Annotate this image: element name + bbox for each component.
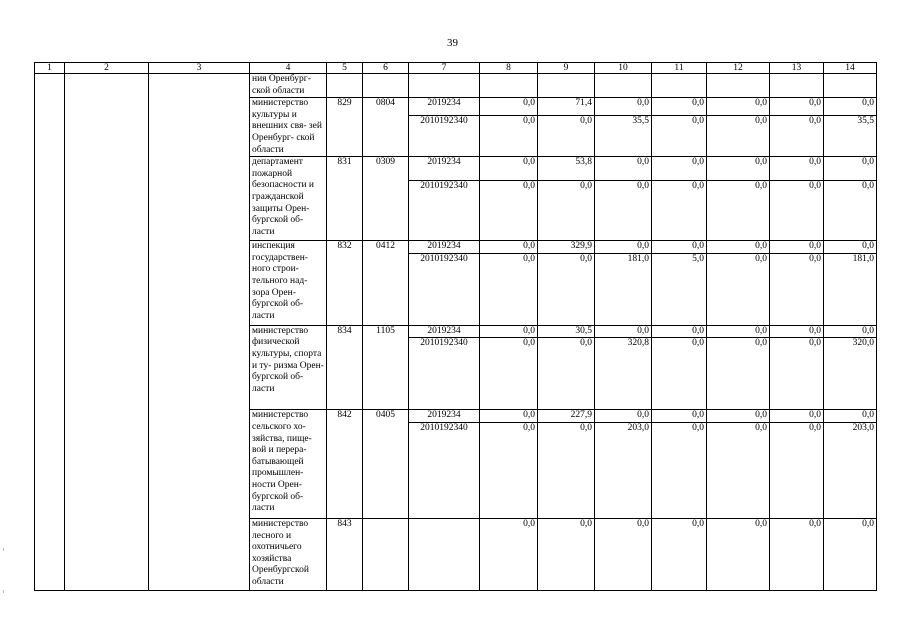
value-cell: 0,0 <box>652 157 707 181</box>
value-cell: 0,0 <box>538 338 595 410</box>
empty-cell <box>824 74 877 98</box>
value-cell: 0,0 <box>595 98 652 116</box>
value-cell: 0,0 <box>707 116 770 157</box>
value-cell: 0,0 <box>652 325 707 338</box>
value-cell: 0,0 <box>652 241 707 254</box>
value-cell: 0,0 <box>480 325 538 338</box>
col1-cell <box>35 74 65 591</box>
value-cell: 0,0 <box>707 325 770 338</box>
empty-cell <box>480 74 538 98</box>
value-cell: 0,0 <box>652 181 707 241</box>
target-code: 2019234 <box>409 98 480 116</box>
value-cell: 0,0 <box>595 181 652 241</box>
target-code: 2010192340 <box>409 338 480 410</box>
value-cell: 0,0 <box>480 181 538 241</box>
value-cell: 0,0 <box>824 241 877 254</box>
department-code: 834 <box>327 325 363 410</box>
value-cell: 0,0 <box>538 422 595 518</box>
value-cell: 0,0 <box>538 116 595 157</box>
scan-edge-mark <box>3 548 4 551</box>
column-number-header: 10 <box>595 63 652 74</box>
empty-cell <box>363 74 409 98</box>
value-cell: 0,0 <box>824 518 877 590</box>
value-cell: 181,0 <box>595 253 652 325</box>
value-cell: 30,5 <box>538 325 595 338</box>
value-cell: 0,0 <box>770 157 824 181</box>
section-code <box>363 518 409 590</box>
value-cell: 0,0 <box>707 181 770 241</box>
value-cell: 0,0 <box>707 253 770 325</box>
column-number-header: 5 <box>327 63 363 74</box>
section-code: 0309 <box>363 157 409 241</box>
target-code: 2019234 <box>409 325 480 338</box>
empty-cell <box>770 74 824 98</box>
value-cell: 53,8 <box>538 157 595 181</box>
section-code: 0412 <box>363 241 409 326</box>
value-cell: 0,0 <box>770 325 824 338</box>
value-cell: 0,0 <box>595 325 652 338</box>
value-cell: 320,0 <box>824 338 877 410</box>
target-code <box>409 518 480 590</box>
empty-cell <box>327 74 363 98</box>
target-code: 2019234 <box>409 157 480 181</box>
value-cell: 0,0 <box>652 422 707 518</box>
column-number-header: 4 <box>250 63 327 74</box>
value-cell: 0,0 <box>652 338 707 410</box>
value-cell: 0,0 <box>595 241 652 254</box>
section-code: 0405 <box>363 410 409 519</box>
value-cell: 0,0 <box>595 518 652 590</box>
value-cell: 0,0 <box>480 410 538 423</box>
organization-name: министерство физической культуры, спорта и ту- ризма Орен- бургской об- ласти <box>250 325 327 410</box>
value-cell: 320,8 <box>595 338 652 410</box>
header-row <box>35 63 877 74</box>
value-cell: 181,0 <box>824 253 877 325</box>
target-code: 2010192340 <box>409 422 480 518</box>
value-cell: 0,0 <box>595 410 652 423</box>
value-cell: 0,0 <box>595 157 652 181</box>
section-code: 0804 <box>363 98 409 157</box>
value-cell: 329,9 <box>538 241 595 254</box>
section-code: 1105 <box>363 325 409 410</box>
value-cell: 0,0 <box>770 518 824 590</box>
value-cell: 0,0 <box>824 410 877 423</box>
value-cell: 0,0 <box>824 181 877 241</box>
column-number-header: 8 <box>480 63 538 74</box>
empty-cell <box>595 74 652 98</box>
continuation-text: ния Оренбург- ской области <box>250 74 327 98</box>
value-cell: 0,0 <box>480 116 538 157</box>
value-cell: 0,0 <box>770 98 824 116</box>
column-number-header: 14 <box>824 63 877 74</box>
value-cell: 0,0 <box>652 116 707 157</box>
value-cell: 0,0 <box>538 181 595 241</box>
target-code: 2019234 <box>409 241 480 254</box>
target-code: 2010192340 <box>409 253 480 325</box>
empty-cell <box>409 74 480 98</box>
column-number-header: 9 <box>538 63 595 74</box>
value-cell: 0,0 <box>707 241 770 254</box>
value-cell: 0,0 <box>770 422 824 518</box>
scan-edge-mark <box>3 590 4 593</box>
column-number-header: 2 <box>65 63 149 74</box>
value-cell: 35,5 <box>824 116 877 157</box>
column-number-header: 1 <box>35 63 65 74</box>
department-code: 842 <box>327 410 363 519</box>
column-number-header: 3 <box>149 63 250 74</box>
organization-name: министерство культуры и внешних свя- зей Оренбург- ской области <box>250 98 327 157</box>
value-cell: 0,0 <box>538 253 595 325</box>
value-cell: 203,0 <box>595 422 652 518</box>
value-cell: 0,0 <box>480 518 538 590</box>
value-cell: 0,0 <box>707 338 770 410</box>
organization-name: инспекция государствен- ного строи- тельного над- зора Орен- бургской об- ласти <box>250 241 327 326</box>
value-cell: 227,9 <box>538 410 595 423</box>
value-cell: 0,0 <box>480 157 538 181</box>
value-cell: 0,0 <box>652 518 707 590</box>
department-code: 829 <box>327 98 363 157</box>
value-cell: 35,5 <box>595 116 652 157</box>
target-code: 2010192340 <box>409 116 480 157</box>
value-cell: 0,0 <box>707 157 770 181</box>
value-cell: 0,0 <box>652 410 707 423</box>
column-number-header: 7 <box>409 63 480 74</box>
continuation-row <box>35 74 877 98</box>
value-cell: 0,0 <box>480 241 538 254</box>
department-code: 843 <box>327 518 363 590</box>
value-cell: 0,0 <box>480 422 538 518</box>
target-code: 2019234 <box>409 410 480 423</box>
value-cell: 0,0 <box>770 410 824 423</box>
value-cell: 0,0 <box>480 338 538 410</box>
department-code: 831 <box>327 157 363 241</box>
empty-cell <box>538 74 595 98</box>
value-cell: 5,0 <box>652 253 707 325</box>
organization-name: министерство лесного и охотничьего хозяйства Оренбургской области <box>250 518 327 590</box>
value-cell: 0,0 <box>707 518 770 590</box>
budget-table <box>34 62 877 591</box>
value-cell: 0,0 <box>770 116 824 157</box>
value-cell: 0,0 <box>770 241 824 254</box>
page-number: 39 <box>447 37 458 49</box>
department-code: 832 <box>327 241 363 326</box>
empty-cell <box>707 74 770 98</box>
value-cell: 203,0 <box>824 422 877 518</box>
col2-cell <box>65 74 149 591</box>
col3-cell <box>149 74 250 591</box>
value-cell: 0,0 <box>707 98 770 116</box>
column-number-header: 12 <box>707 63 770 74</box>
value-cell: 0,0 <box>770 338 824 410</box>
organization-name: министерство сельского хо- зяйства, пище- вой и перера- батывающей промышлен- ности Орен- бургской об- ласти <box>250 410 327 519</box>
organization-name: департамент пожарной безопасности и гражданской защиты Орен- бургской об- ласти <box>250 157 327 241</box>
value-cell: 0,0 <box>707 410 770 423</box>
value-cell: 0,0 <box>824 157 877 181</box>
empty-cell <box>652 74 707 98</box>
value-cell: 0,0 <box>652 98 707 116</box>
value-cell: 71,4 <box>538 98 595 116</box>
value-cell: 0,0 <box>824 325 877 338</box>
column-number-header: 13 <box>770 63 824 74</box>
value-cell: 0,0 <box>770 181 824 241</box>
target-code: 2010192340 <box>409 181 480 241</box>
value-cell: 0,0 <box>480 98 538 116</box>
value-cell: 0,0 <box>824 98 877 116</box>
value-cell: 0,0 <box>770 253 824 325</box>
value-cell: 0,0 <box>707 422 770 518</box>
column-number-header: 6 <box>363 63 409 74</box>
value-cell: 0,0 <box>480 253 538 325</box>
column-number-header: 11 <box>652 63 707 74</box>
value-cell: 0,0 <box>538 518 595 590</box>
